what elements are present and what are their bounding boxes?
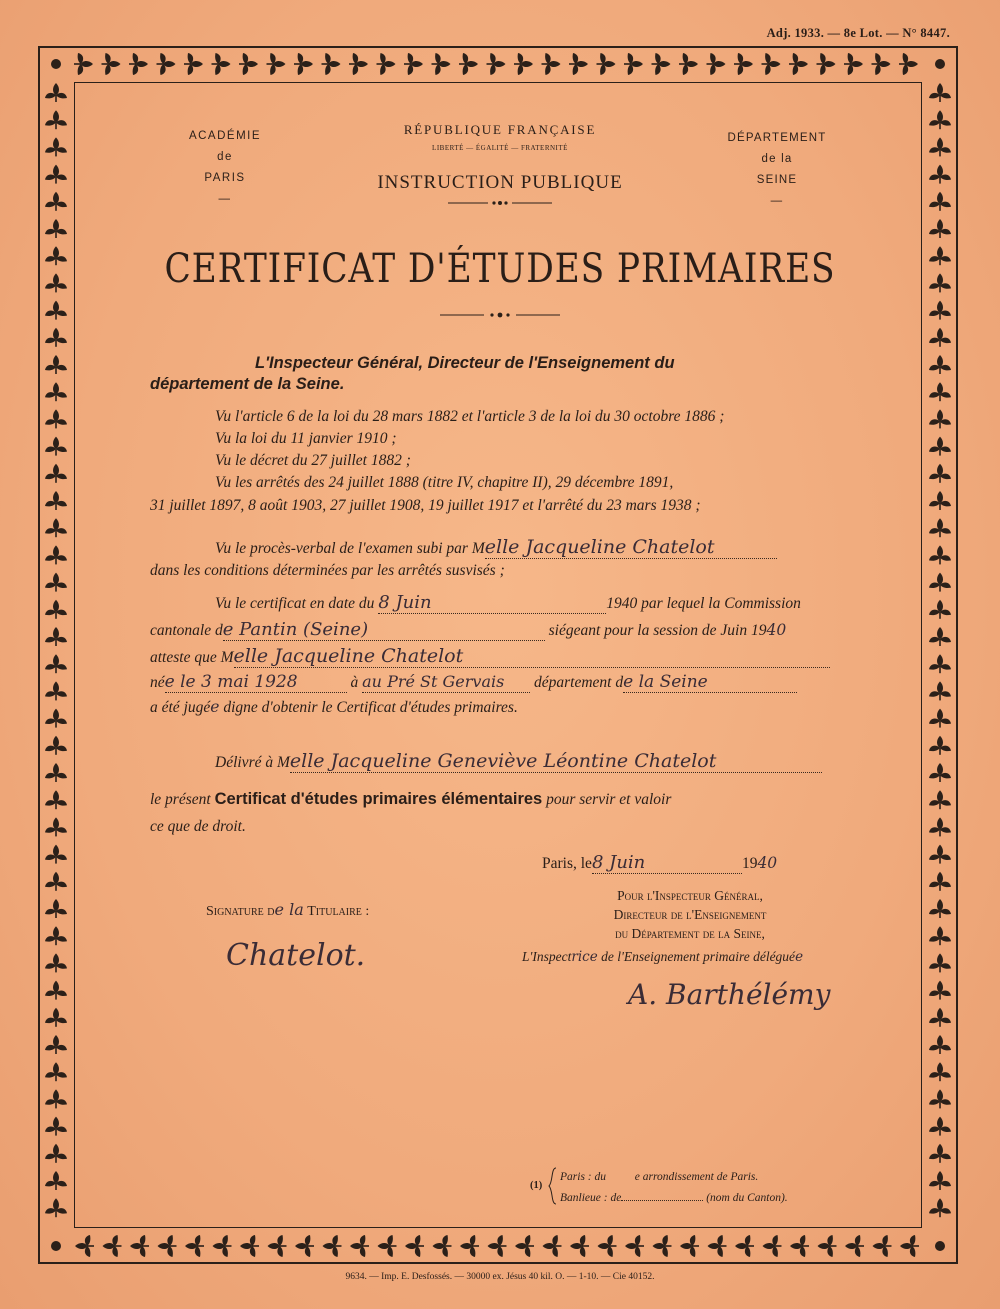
titulaire-label: Signature d: [206, 904, 275, 919]
dept-field: [623, 672, 797, 693]
vu-line-1: Vu l'article 6 de la loi du 28 mars 1882 et l'article 3 de la loi du 30 octobre 1886 ;: [215, 408, 725, 425]
delivre-name-hand: elle Jacqueline Geneviève Léontine Chatelot: [289, 750, 717, 772]
inspect-hand: rice: [571, 949, 598, 965]
cantonale-line: [150, 619, 786, 641]
instruction-publique: INSTRUCTION PUBLIQUE: [377, 172, 623, 193]
academie-de: de: [217, 151, 233, 163]
cert-label: Vu le certificat en date du: [215, 595, 375, 612]
titulaire-signature: Chatelot.: [226, 938, 366, 973]
inspectrice-signature: A. Barthélémy: [628, 978, 831, 1011]
ne-date-field: [165, 672, 347, 693]
cantonale-hand: e Pantin (Seine): [222, 619, 369, 640]
academie-dash: —: [218, 193, 232, 205]
cert-year: 1940: [606, 595, 638, 612]
date-field: [592, 852, 742, 874]
academie-label: ACADÉMIE: [188, 130, 262, 142]
footnote-brace: [548, 1166, 558, 1206]
date-year-prefix: 19: [741, 855, 758, 872]
lieu-field: [362, 672, 530, 693]
inspecteur-block: [520, 886, 860, 943]
siegeant-year-hand: 40: [766, 621, 787, 639]
departement-dash: —: [770, 195, 784, 207]
inspect-label: L'Inspect: [522, 949, 572, 964]
conditions-line: dans les conditions déterminées par les arrêtés susvisés ;: [150, 562, 505, 579]
siegeant-label: siégeant pour la session de Juin 19: [548, 622, 767, 639]
titulaire-hand: e la: [274, 900, 304, 919]
date-place-line: [542, 852, 777, 874]
banlieue-field: [621, 1200, 703, 1201]
vu-line-4b: 31 juillet 1897, 8 août 1903, 27 juillet 1908, 19 juillet 1917 et l'arrêté du 23 mars 1938 ;: [150, 497, 701, 514]
atteste-line: [150, 645, 830, 668]
titulaire-label-2: Titulaire :: [307, 904, 370, 919]
footnote-banlieue: [560, 1192, 788, 1204]
departement-seine: SEINE: [756, 174, 798, 186]
droit-line: ce que de droit.: [150, 818, 246, 835]
proces-field: [485, 536, 777, 559]
republic-title: RÉPUBLIQUE FRANÇAISE: [403, 122, 597, 137]
naissance-line: [150, 672, 797, 693]
inspecteur-line-2: Directeur de l'Enseignement: [613, 907, 767, 922]
intro-line-2: département de la Seine.: [150, 375, 345, 393]
vu-line-2: Vu la loi du 11 janvier 1910 ;: [215, 430, 397, 447]
departement-label: DÉPARTEMENT: [727, 132, 827, 144]
intro-line-1: L'Inspecteur Général, Directeur de l'Enseignement du: [255, 354, 675, 372]
date-place: Paris, le: [542, 855, 592, 872]
proces-name-hand: elle Jacqueline Chatelot: [484, 536, 715, 558]
a-label: à: [350, 674, 359, 691]
proces-verbal-line: [215, 536, 777, 559]
dept-hand: e la Seine: [623, 672, 708, 692]
jugee-hand: e: [210, 698, 220, 716]
vu-line-4a: Vu les arrêtés des 24 juillet 1888 (titre IV, chapitre II), 29 décembre 1891,: [215, 474, 674, 491]
academie-paris: PARIS: [204, 172, 246, 184]
certificate-title: CERTIFICAT D'ÉTUDES PRIMAIRES: [164, 246, 836, 292]
inspecteur-line-3: du Département de la Seine,: [615, 926, 765, 941]
cert-date-field: [378, 592, 606, 614]
present-label: le présent: [150, 791, 211, 808]
cert-date-hand: 8 Juin: [378, 592, 432, 613]
jugee-line: [150, 698, 518, 717]
inspecteur-line-1: Pour l'Inspecteur Général,: [617, 888, 763, 903]
inspect-hand-2: e: [795, 949, 804, 965]
inspect-rest: de l'Enseignement primaire délégué: [601, 949, 796, 964]
certificate-body: [150, 0, 850, 1309]
footnote-paris: Paris : du e arrondissement de Paris.: [560, 1171, 759, 1183]
jugee-label: a été jugé: [150, 699, 211, 716]
present-line: [150, 790, 671, 809]
present-certificat-bold: Certificat d'études primaires élémentaires: [214, 790, 543, 808]
date-year-hand: 40: [757, 854, 778, 872]
inspectrice-line: [522, 949, 803, 965]
dept-label: département d: [534, 674, 624, 691]
cantonale-label: cantonale d: [150, 622, 223, 639]
delivre-label: Délivré à M: [215, 754, 290, 771]
top-reference: Adj. 1933. — 8e Lot. — N° 8447.: [766, 26, 950, 40]
republic-motto: LIBERTÉ — ÉGALITÉ — FRATERNITÉ: [432, 144, 568, 152]
banlieue-note: (nom du Canton).: [706, 1192, 788, 1204]
departement-de-la: de la: [761, 153, 793, 165]
banlieue-label: Banlieue : de: [560, 1192, 622, 1204]
titulaire-label-line: [206, 900, 369, 920]
atteste-label: atteste que M: [150, 649, 234, 666]
atteste-field: [234, 645, 830, 668]
present-rest: pour servir et valoir: [546, 791, 672, 808]
date-hand: 8 Juin: [591, 852, 646, 873]
delivre-line: [215, 750, 822, 773]
ne-date-hand: e le 3 mai 1928: [164, 672, 298, 692]
delivre-field: [290, 750, 822, 773]
printer-line: 9634. — Imp. E. Desfossés. — 30000 ex. Jésus 40 kil. O. — 1-10. — Cie 40152.: [345, 1272, 655, 1282]
lieu-hand: au Pré St Gervais: [362, 672, 505, 691]
certificat-date-line: [215, 592, 801, 614]
proces-label: Vu le procès-verbal de l'examen subi par M: [215, 540, 485, 557]
ne-label: né: [150, 674, 165, 691]
vu-line-3: Vu le décret du 27 juillet 1882 ;: [215, 452, 411, 469]
jugee-rest: digne d'obtenir le Certificat d'études primaires.: [223, 699, 518, 716]
atteste-name-hand: elle Jacqueline Chatelot: [233, 645, 464, 667]
cert-after: par lequel la Commission: [641, 595, 801, 612]
cantonale-field: [223, 619, 545, 641]
footnote-marker: (1): [530, 1180, 543, 1191]
